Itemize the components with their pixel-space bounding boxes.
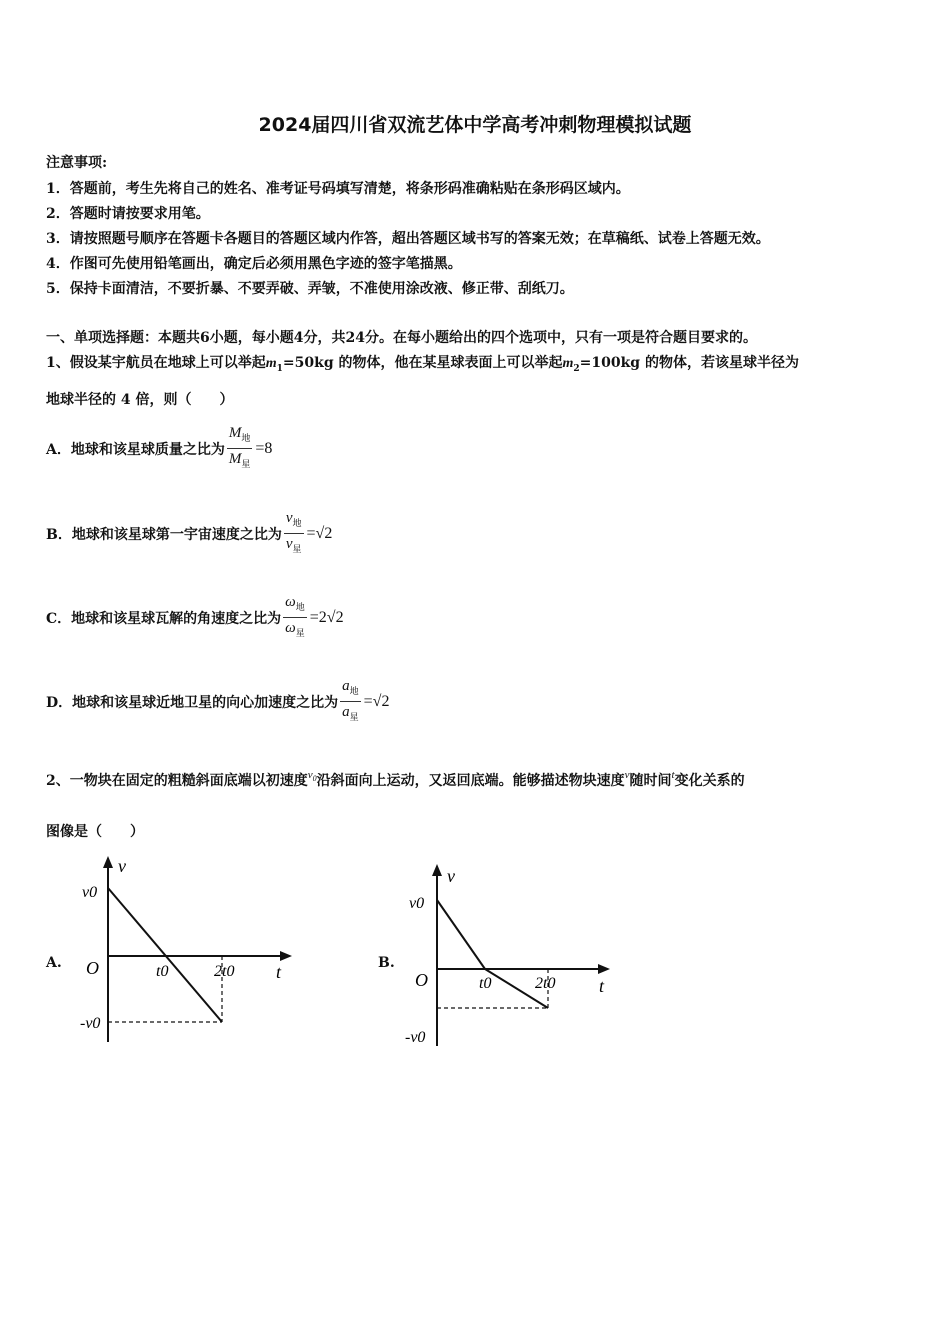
q2-option-b-graph[interactable] (405, 860, 620, 1050)
question-1-stem-line2: 地球半径的 4 倍，则（ ） (46, 392, 234, 408)
q2-t: t (671, 769, 675, 781)
question-2-stem-line2: 图像是（ ） (46, 824, 144, 840)
notice-item-2: 2．答题时请按要求用笔。 (46, 206, 210, 222)
section-heading: 一、单项选择题：本题共6小题，每小题4分，共24分。在每小题给出的四个选项中，只有一项是符合题目要求的。 (46, 330, 757, 346)
q2-v: v (624, 769, 630, 781)
q1-option-c-label: C．地球和该星球瓦解的角速度之比为 (46, 610, 282, 627)
graph-a-t-axis-label: t (276, 962, 282, 982)
q1-option-a-fraction: $\frac{M_地}{M_星}$ (228, 425, 251, 469)
q1-option-d-fraction: $\frac{a_地}{a_星}$ (342, 678, 359, 722)
graph-b-origin: O (415, 970, 428, 990)
notice-item-3: 3．请按照题号顺序在答题卡各题目的答题区域内作答，超出答题区域书写的答案无效；在草稿纸、试卷上答题无效。 (46, 231, 770, 247)
graph-b-neg-v0-tick: -v0 (405, 1029, 426, 1046)
q1-option-a[interactable] (46, 424, 272, 473)
q1-text-a: 1、假设某宇航员在地球上可以举起 (46, 355, 266, 371)
q1-option-c[interactable] (46, 593, 344, 642)
graph-a-neg-v0-tick: -v0 (80, 1015, 101, 1032)
notice-heading: 注意事项: (46, 155, 108, 171)
q2-text-a: 2、一物块在固定的粗糙斜面底端以初速度 (46, 773, 308, 789)
q1-option-b-value: =√2 (306, 524, 333, 542)
q2-text-b: 沿斜面向上运动，又返回底端。能够描述物块速度 (316, 773, 625, 789)
notice-item-1: 1．答题前，考生先将自己的姓名、准考证号码填写清楚，将条形码准确粘贴在条形码区域内。 (46, 181, 630, 197)
q1-m1-sub: 1 (276, 363, 283, 374)
q1-option-b-label: B．地球和该星球第一宇宙速度之比为 (46, 526, 282, 543)
q1-option-b[interactable] (46, 509, 332, 558)
question-2-stem (46, 770, 745, 790)
question-1-stem (46, 352, 799, 374)
q1-text-c: =100kg 的物体，若该星球半径为 (579, 355, 799, 371)
q2-option-a-label[interactable]: A. (46, 955, 62, 971)
q1-option-d-label: D．地球和该星球近地卫星的向心加速度之比为 (46, 694, 339, 711)
q1-m1: m (265, 356, 277, 371)
graph-a-t0-tick: t0 (156, 963, 169, 980)
graph-b-2t0-tick: 2t0 (535, 975, 556, 992)
page-title: 2024届四川省双流艺体中学高考冲刺物理模拟试题 (258, 114, 692, 136)
graph-b-v-axis-label: v (447, 866, 455, 886)
graph-a-2t0-tick: 2t0 (214, 963, 235, 980)
graph-b-t-axis-label: t (599, 976, 605, 996)
q1-option-a-label: A．地球和该星球质量之比为 (46, 441, 225, 458)
graph-a-v0-tick: v0 (82, 884, 98, 901)
q2-option-a-graph[interactable] (80, 852, 300, 1057)
graph-a-v-axis-label: v (118, 856, 126, 876)
q2-v0: v0 (307, 769, 317, 784)
q2-text-c: 随时间 (629, 773, 672, 789)
q1-option-b-fraction: $\frac{v_地}{v_星}$ (285, 510, 302, 554)
q1-m2-sub: 2 (573, 363, 580, 374)
q1-m2: m (562, 356, 574, 371)
q1-option-c-value: =2√2 (309, 608, 344, 626)
q1-text-b: =50kg 的物体，他在某星球表面上可以举起 (282, 355, 563, 371)
notice-item-5: 5．保持卡面清洁，不要折暴、不要弄破、弄皱，不准使用涂改液、修正带、刮纸刀。 (46, 281, 574, 297)
q2-option-b-label[interactable]: B. (378, 955, 395, 971)
q1-option-d-value: =√2 (363, 692, 390, 710)
graph-a-origin: O (86, 958, 99, 978)
q1-option-c-fraction: $\frac{\omega_地}{\omega_星}$ (285, 594, 305, 638)
notice-item-4: 4．作图可先使用铅笔画出，确定后必须用黑色字迹的签字笔描黑。 (46, 256, 462, 272)
q2-text-d: 变化关系的 (674, 773, 745, 789)
graph-b-t0-tick: t0 (479, 975, 492, 992)
q1-option-a-value: =8 (255, 439, 273, 457)
graph-b-v0-tick: v0 (409, 895, 425, 912)
q1-option-d[interactable] (46, 677, 389, 726)
